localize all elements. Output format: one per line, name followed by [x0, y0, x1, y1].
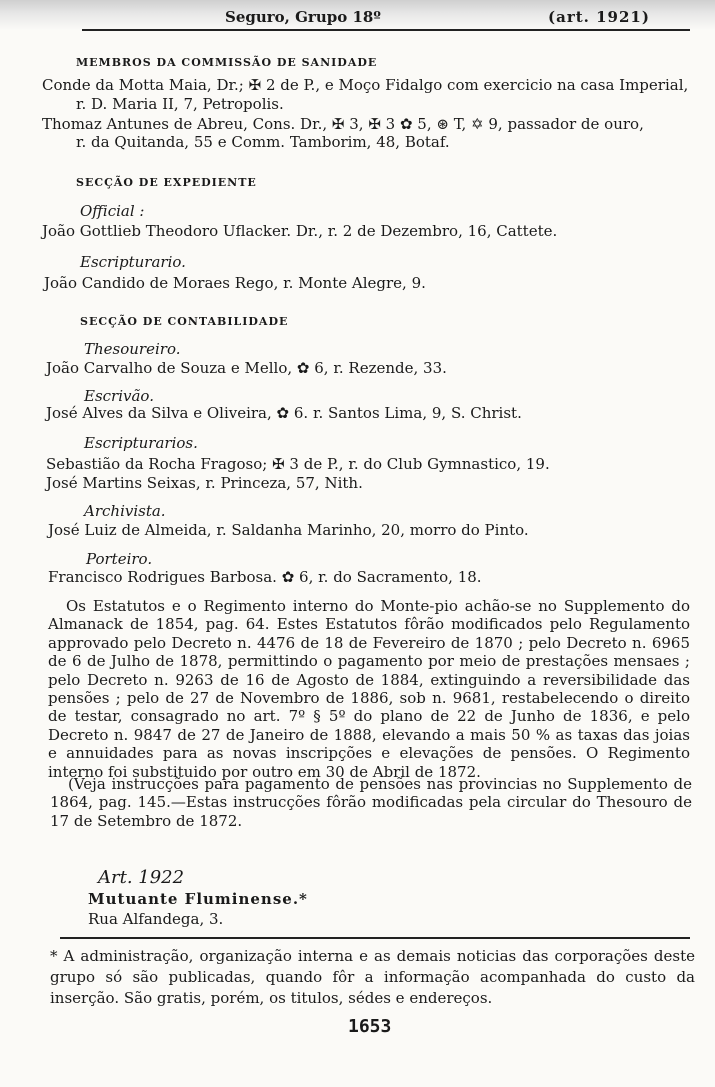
entry-line: José Martins Seixas, r. Princeza, 57, Nith.: [46, 474, 363, 492]
article-name: Mutuante Fluminense.*: [88, 890, 308, 908]
header-right: (art. 1921): [548, 8, 650, 26]
section-heading-membros: MEMBROS DA COMMISSÃO DE SANIDADE: [76, 56, 378, 69]
role-label: Official :: [80, 202, 145, 220]
entry-line: Francisco Rodrigues Barbosa. ✿ 6, r. do Sacramento, 18.: [48, 568, 482, 586]
section-heading-expediente: SECÇÃO DE EXPEDIENTE: [76, 176, 257, 189]
role-label: Archivista.: [84, 502, 166, 520]
entry-line: Sebastião da Rocha Fragoso; ✠ 3 de P., r. do Club Gymnastico, 19.: [46, 455, 550, 473]
entry-line: Thomaz Antunes de Abreu, Cons. Dr., ✠ 3, ✠ 3 ✿ 5, ⊛ T, ✡ 9, passador de ouro,: [42, 115, 644, 133]
page-number: 1653: [348, 1016, 392, 1037]
role-label: Thesoureiro.: [84, 340, 181, 358]
instructions-paragraph: [50, 775, 692, 830]
role-label: Escripturario.: [80, 253, 186, 271]
header-rule: [82, 29, 690, 31]
entry-line: r. da Quitanda, 55 e Comm. Tamborim, 48, Botaf.: [76, 133, 450, 151]
statutes-paragraph: [48, 597, 690, 781]
entry-line: Conde da Motta Maia, Dr.; ✠ 2 de P., e Moço Fidalgo com exercicio na casa Imperial,: [42, 76, 689, 94]
entry-line: José Alves da Silva e Oliveira, ✿ 6. r. Santos Lima, 9, S. Christ.: [46, 404, 522, 422]
entry-line: José Luiz de Almeida, r. Saldanha Marinho, 20, morro do Pinto.: [48, 521, 529, 539]
section-heading-contabilidade: SECÇÃO DE CONTABILIDADE: [80, 315, 289, 328]
footnote: * A administração, organização interna e as demais noticias das corporações deste grupo só são publicadas, quando fôr a informação acompanhada do custo da inserção. São gratis, porém, os titulos, sédes e endereços.: [50, 947, 695, 1007]
role-label: Escripturarios.: [84, 434, 198, 452]
entry-line: João Candido de Moraes Rego, r. Monte Alegre, 9.: [44, 274, 426, 292]
article-number: Art. 1922: [98, 867, 185, 888]
role-label: Escrivão.: [84, 387, 154, 405]
article-address: Rua Alfandega, 3.: [88, 910, 224, 928]
entry-line: r. D. Maria II, 7, Petropolis.: [76, 95, 284, 113]
entry-line: João Gottlieb Theodoro Uflacker. Dr., r. 2 de Dezembro, 16, Cattete.: [42, 222, 558, 240]
paragraph-text: (Veja instrucções para pagamento de pensões nas provincias no Supplemento de 1864, pag. 145.—Estas instrucções fôrão modificadas pela circular do Thesouro de 17 de Setembro de 1872.: [50, 775, 692, 830]
header-center: Seguro, Grupo 18º: [225, 8, 381, 26]
entry-line: João Carvalho de Souza e Mello, ✿ 6, r. Rezende, 33.: [46, 359, 447, 377]
role-label: Porteiro.: [86, 550, 153, 568]
paragraph-text: Os Estatutos e o Regimento interno do Monte-pio achão-se no Supplemento do Almanack de 1854, pag. 64. Estes Estatutos fôrão modificados pelo Regulamento approvado pelo Decreto n. 4476 de 18 de Fevereiro de 1870 ; pelo Decreto n. 6965 de 6 de Julho de 1878, permittindo o pagamento por meio de prestações mensaes ; pelo Decreto n. 9263 de 16 de Agosto de 1884, extinguindo a reversibilidade das pensões ; pelo de 27 de Novembro de 1886, sob n. 9681, restabelecendo o direito de testar, consagrado no art. 7º § 5º do plano de 22 de Junho de 1836, e pelo Decreto n. 9847 de 27 de Janeiro de 1888, elevando a mais 50 % as taxas das joias e annuidades para as novas inscripções e elevações de pensões. O Regimento interno foi substituido por outro em 30 de Abril de 1872.: [48, 597, 690, 781]
footnote-rule: [60, 937, 690, 939]
